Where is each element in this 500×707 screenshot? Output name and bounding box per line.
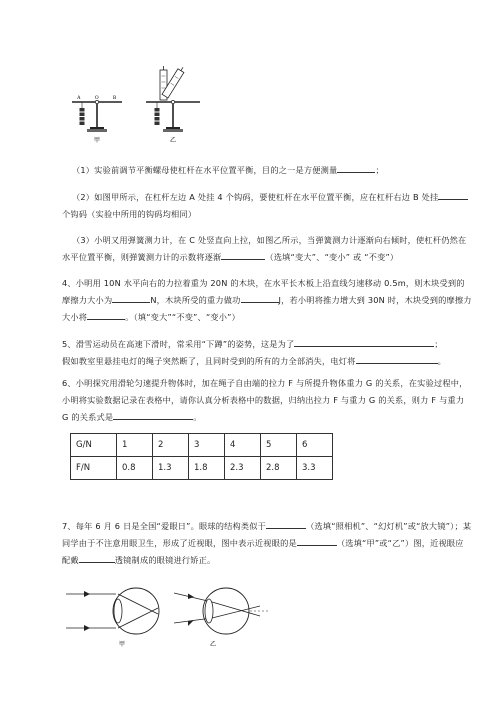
table-cell: 2.3 [225,457,261,480]
q7-blank3[interactable] [79,553,115,563]
q4-text3: J，若小明将推力增大到 30N 时，木块受到的摩擦力大小将 [62,295,472,322]
q3-part3 [62,232,472,266]
lever-figure-yi [146,65,200,144]
q5-text2-end: 。 [437,356,446,366]
q7-text3: （选填“甲”或“乙”）图，近视眼应配戴 [62,538,464,565]
caption-yi: 乙 [170,137,177,144]
q5-text2: 假如教室里悬挂电灯的绳子突然断了，且同时受到的所有的力全部消失，电灯将 [62,356,356,366]
eye-caption-yi: 乙 [210,641,217,648]
gf-data-table [70,433,333,480]
q4-blank1[interactable] [112,293,150,303]
table-cell: 3.3 [297,457,333,480]
lever-label-b: B [113,96,117,101]
q7-blank1[interactable] [266,519,306,529]
lever-label-a: A [77,96,81,101]
q3-part1-blank[interactable] [337,163,375,173]
q3-part2 [62,189,472,223]
q3-part2-blank[interactable] [438,190,468,200]
eye-diagram-jia [66,588,159,648]
table-cell-g-label: G/N [71,434,117,457]
q4-text2: N，木块所受的重力做功 [150,295,241,305]
lever-figure-jia [72,96,122,144]
q5-text1: 5、滑雪运动员在高速下滑时，常采用“下蹲”的姿势，这是为了 [62,339,295,349]
question-7 [62,518,472,569]
table-cell-f-label: F/N [71,457,117,480]
q5-text1-end: ； [434,339,443,349]
q4-blank3[interactable] [87,310,125,320]
q3-part3-blank[interactable] [221,250,265,260]
q4-text4: 。（填“变大”“不变”、“变小”） [125,312,240,322]
q3-part2-text: （2）如图甲所示，在杠杆左边 A 处挂 4 个钩码，要使杠杆在水平位置平衡，应在杠杆右边 B 处挂 [72,192,439,202]
table-row-f [71,457,333,480]
q4-blank2[interactable] [241,293,279,303]
table-cell: 4 [225,434,261,457]
caption-jia: 甲 [94,137,101,144]
q5-blank2[interactable] [356,354,438,364]
q7-text2: （选填“照相机”、“幻灯机”或“放大镜”）；某同学由于不注意用眼卫生，形成了近视眼，图中表示近视眼的是 [62,521,472,548]
q3-part1-text: （1）实验前调节平衡螺母使杠杆在水平位置平衡，目的之一是方便测量 [72,165,338,175]
lever-figures [60,64,210,158]
eye-diagram-yi [174,588,268,648]
table-cell: 6 [297,434,333,457]
question-6 [62,375,472,426]
q7-blank2[interactable] [297,536,337,546]
q6-blank[interactable] [113,410,193,420]
table-cell: 5 [261,434,297,457]
q3-part1-end: ； [375,165,384,175]
table-cell: 3 [189,434,225,457]
q7-text1: 7、每年 6 月 6 日是全国“爱眼日”。眼球的结构类似于 [62,521,267,531]
eye-diagrams [62,580,282,676]
lever-label-o: O [95,96,99,101]
table-cell: 0.8 [117,457,153,480]
q4-text1: 4、小明用 10N 水平向右的力拉着重为 20N 的木块，在水平长木板上沿直线匀速移动 0.5m，则木块受到的摩擦力大小为 [62,278,465,305]
q3-part2-text2: 个钩码（实验中所用的钩码均相同） [62,209,197,219]
q3-part3-text: （3）小明又用弹簧测力计，在 C 处竖直向上拉，如图乙所示，当弹簧测力计逐渐向右倾时，使杠杆仍然在水平位置平衡，则弹簧测力计的示数将逐渐 [62,235,467,262]
eye-caption-jia: 甲 [119,641,126,648]
table-cell: 1.8 [189,457,225,480]
table-cell: 1 [117,434,153,457]
q3-part3-end: （选填“变大”、“变小” 或 “不变”） [265,252,399,262]
q3-part1 [72,162,472,179]
q5-blank1[interactable] [294,337,434,347]
table-cell: 1.3 [153,457,189,480]
question-4 [62,275,472,326]
q7-text4: 透镜制成的眼镜进行矫正。 [114,555,216,565]
table-cell: 2 [153,434,189,457]
question-5 [62,336,472,370]
q6-text1-end: 。 [193,412,202,422]
table-row-g [71,434,333,457]
table-cell: 2.8 [261,457,297,480]
q6-text1: 6、小明探究用滑轮匀速提升物体时，加在绳子自由端的拉力 F 与所提升物体重力 G 的关系，在实验过程中，小明将实验数据记录在表格中，请你认真分析表格中的数据，归纳出拉力 F 与重力 G 的关系，则力 F 与重力 G 的关系式是 [62,378,468,422]
